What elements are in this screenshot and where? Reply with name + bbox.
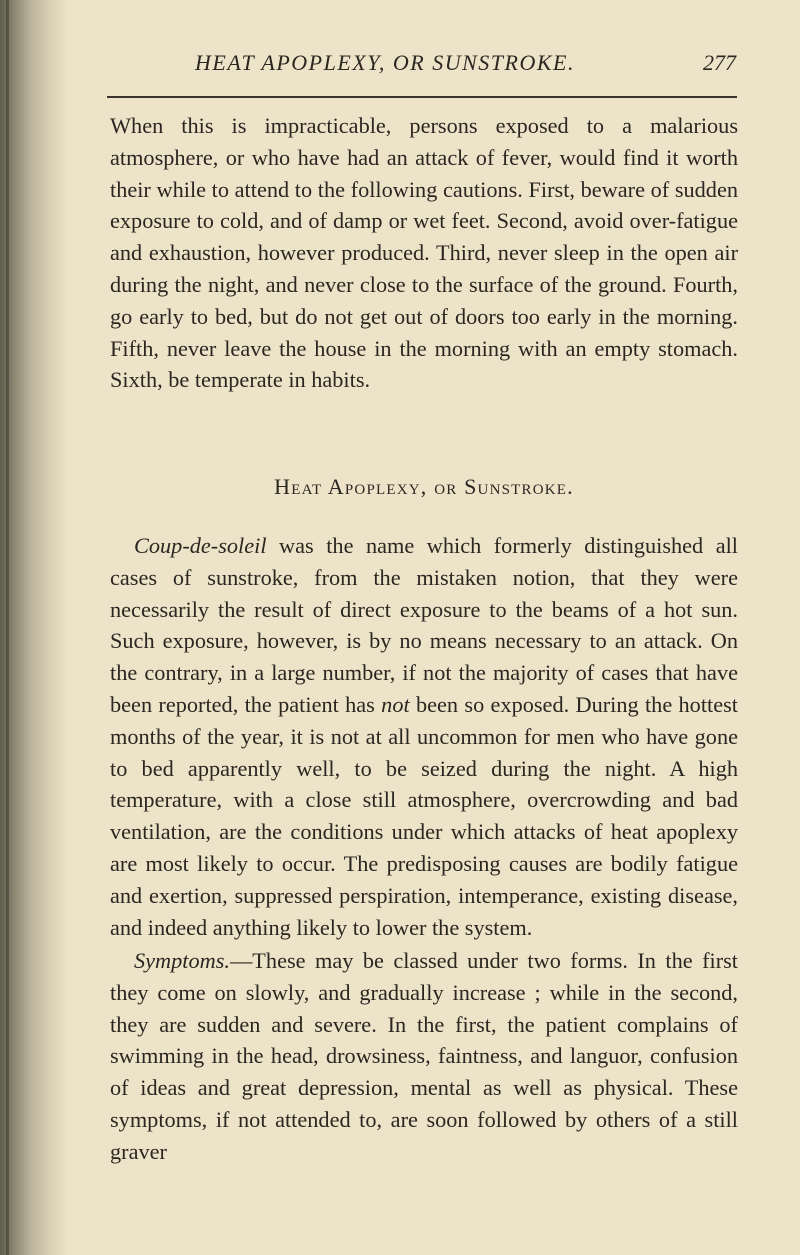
italic-term-coup-de-soleil: Coup-de-soleil: [134, 533, 267, 558]
header-rule: [107, 96, 737, 98]
paragraph-symptoms: [110, 945, 738, 1168]
paragraph-cautions: When this is impracticable, persons exposed to a malarious atmosphere, or who have had an attack of fever, would find it worth their while to attend to the following cautions. First, beware of sudden exposure to cold, and of damp or wet feet. Second, avoid over-fatigue and exhaustion, however produced. Third, never sleep in the open air during the night, and never close to the surface of the ground. Fourth, go early to bed, but do not get out of doors too early in the morning. Fifth, never leave the house in the morning with an empty stomach. Sixth, be temperate in habits.: [110, 113, 738, 393]
paragraph-symptoms-text: —These may be classed under two forms. In the first they come on slowly, and gradually increase ; while in the second, they are sudden and severe. In the first, the patient complains of swimming in the head, drowsiness, faintness, and languor, confusion of ideas and great depression, mental as well as physical. These symptoms, if not attended to, are soon followed by others of a still graver: [110, 948, 738, 1164]
italic-emphasis-not: not: [381, 691, 410, 717]
paragraph-text-part-a: was the name which formerly distinguished all cases of sunstroke, from the mistaken notion, that they were necessarily the result of direct exposure to the beams of a hot sun. Such exposure, however, is by no means necessary to an attack. On the contrary, in a large number, if not the majority of cases that have been reported, the patient has: [110, 533, 738, 717]
section-heading: Heat Apoplexy, or Sunstroke.: [274, 474, 574, 499]
running-header: HEAT APOPLEXY, OR SUNSTROKE.: [195, 50, 575, 75]
page-number: 277: [703, 50, 736, 75]
book-spine-shadow: [0, 0, 68, 1255]
book-spine-edge: [6, 0, 9, 1255]
italic-term-symptoms: Symptoms.: [134, 948, 230, 973]
paragraph-coup-de-soleil: [110, 530, 738, 943]
paragraph-text-part-b: been so exposed. During the hottest months of the year, it is not at all uncommon for men who have gone to bed apparently well, to be seized during the night. A high temperature, with a close still atmosphere, overcrowding and bad ventilation, are the conditions under which attacks of heat apoplexy are most likely to occur. The predisposing causes are bodily fatigue and exertion, suppressed perspiration, intemperance, existing disease, and indeed anything likely to lower the system.: [110, 691, 738, 940]
